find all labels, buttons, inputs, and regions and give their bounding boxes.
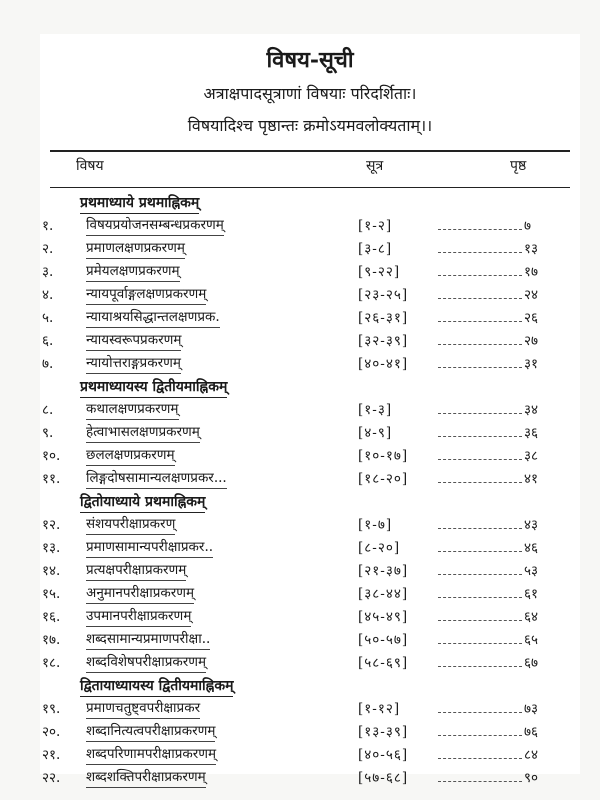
row-number: ८. bbox=[42, 402, 54, 418]
row-sutra-range: [५७-६८] bbox=[358, 770, 409, 786]
index-table bbox=[40, 192, 580, 790]
row-topic: न्यायाश्रयसिद्धान्तलक्षणप्रक. bbox=[86, 308, 220, 328]
row-page-number: ६१ bbox=[524, 586, 539, 602]
index-row bbox=[40, 353, 580, 376]
row-number: २०. bbox=[42, 724, 61, 740]
row-number: ४. bbox=[42, 287, 54, 303]
section-heading bbox=[40, 675, 580, 698]
row-sutra-range: [४०-५६] bbox=[358, 747, 409, 763]
row-page-number: ३८ bbox=[524, 448, 539, 464]
index-row bbox=[40, 767, 580, 790]
row-sutra-range: [५८-६९] bbox=[358, 655, 409, 671]
index-row bbox=[40, 744, 580, 767]
row-number: ६. bbox=[42, 333, 54, 349]
subtitle-line-1: अत्राक्षपादसूत्राणां विषयाः परिदर्शिताः। bbox=[203, 84, 417, 103]
row-number: १६. bbox=[42, 609, 61, 625]
row-topic: शब्दानित्यत्वपरीक्षाप्रकरणम् bbox=[86, 722, 215, 742]
row-number: १. bbox=[42, 218, 54, 234]
section-title: प्रथमाध्याये प्रथमाह्निकम् bbox=[80, 193, 199, 214]
row-sutra-range: [३२-३९] bbox=[358, 333, 409, 349]
leader-dots bbox=[438, 643, 522, 644]
row-page-number: ३६ bbox=[524, 425, 539, 441]
leader-dots bbox=[438, 482, 522, 483]
row-sutra-range: [८-२०] bbox=[358, 540, 401, 556]
index-row bbox=[40, 284, 580, 307]
row-sutra-range: [२३-२५] bbox=[358, 287, 409, 303]
leader-dots bbox=[438, 528, 522, 529]
row-topic: शब्दसामान्यप्रमाणपरीक्षा.. bbox=[86, 630, 210, 650]
row-topic: उपमानपरीक्षाप्रकरणम् bbox=[86, 607, 191, 627]
row-number: १८. bbox=[42, 655, 61, 671]
row-page-number: १७ bbox=[524, 264, 539, 280]
row-number: १७. bbox=[42, 632, 61, 648]
leader-dots bbox=[438, 735, 522, 736]
row-number: १२. bbox=[42, 517, 61, 533]
section-title: प्रथमाध्यायस्य द्वितीयमाह्निकम् bbox=[80, 377, 227, 398]
index-row bbox=[40, 629, 580, 652]
leader-dots bbox=[438, 551, 522, 552]
row-page-number: ७६ bbox=[524, 724, 539, 740]
leader-dots bbox=[438, 781, 522, 782]
index-row bbox=[40, 606, 580, 629]
row-sutra-range: [१-७] bbox=[358, 517, 393, 533]
row-topic: शब्दविशेषपरीक्षाप्रकरणम् bbox=[86, 653, 206, 673]
row-number: १५. bbox=[42, 586, 61, 602]
row-topic: न्यायोत्तराङ्गप्रकरणम् bbox=[86, 354, 181, 374]
row-topic: शब्दशक्तिपरीक्षाप्रकरणम् bbox=[86, 768, 206, 788]
row-page-number: ६५ bbox=[524, 632, 539, 648]
row-page-number: ४३ bbox=[524, 517, 539, 533]
row-topic: छललक्षणप्रकरणम् bbox=[86, 446, 175, 466]
row-sutra-range: [१-३] bbox=[358, 402, 393, 418]
row-sutra-range: [४-९] bbox=[358, 425, 393, 441]
row-page-number: ५३ bbox=[524, 563, 539, 579]
row-topic: न्यायपूर्वाङ्गलक्षणप्रकरणम् bbox=[86, 285, 206, 305]
row-number: ११. bbox=[42, 471, 61, 487]
row-page-number: २६ bbox=[524, 310, 539, 326]
row-page-number: ८४ bbox=[524, 747, 539, 763]
index-row bbox=[40, 307, 580, 330]
row-sutra-range: [१-१२] bbox=[358, 701, 401, 717]
row-topic: लिङ्गदोषसामान्यलक्षणप्रकर... bbox=[86, 469, 227, 489]
row-page-number: ६४ bbox=[524, 609, 539, 625]
header-top-rule bbox=[50, 150, 570, 152]
subtitle-line-2: विषयादिश्च पृष्ठान्तः क्रमोऽयमवलोक्यताम्।। bbox=[187, 116, 433, 135]
leader-dots bbox=[438, 459, 522, 460]
leader-dots bbox=[438, 252, 522, 253]
row-number: ३. bbox=[42, 264, 54, 280]
section-title: द्वितायाध्यायस्य द्वितीयमाह्निकम् bbox=[80, 676, 233, 697]
row-topic: प्रमेयलक्षणप्रकरणम् bbox=[86, 262, 180, 282]
leader-dots bbox=[438, 229, 522, 230]
index-row bbox=[40, 537, 580, 560]
row-sutra-range: [१८-२०] bbox=[358, 471, 409, 487]
row-sutra-range: [५०-५७] bbox=[358, 632, 409, 648]
section-heading bbox=[40, 491, 580, 514]
section-title: द्वितोयाध्याये प्रथमाह्निकम् bbox=[80, 492, 205, 513]
row-sutra-range: [४०-४१] bbox=[358, 356, 409, 372]
index-row bbox=[40, 330, 580, 353]
row-page-number: १३ bbox=[524, 241, 539, 257]
index-row bbox=[40, 560, 580, 583]
row-number: २२. bbox=[42, 770, 61, 786]
row-sutra-range: [२१-३७] bbox=[358, 563, 409, 579]
leader-dots bbox=[438, 712, 522, 713]
row-topic: प्रमाणचतुष्ट्वपरीक्षाप्रकर bbox=[86, 699, 200, 719]
header-page: पृष्ठ bbox=[510, 158, 527, 174]
row-number: १४. bbox=[42, 563, 61, 579]
row-page-number: ७३ bbox=[524, 701, 539, 717]
index-row bbox=[40, 261, 580, 284]
leader-dots bbox=[438, 597, 522, 598]
page-title: विषय-सूची bbox=[266, 47, 354, 73]
index-row bbox=[40, 652, 580, 675]
row-sutra-range: [३८-४४] bbox=[358, 586, 409, 602]
leader-dots bbox=[438, 413, 522, 414]
header-topic: विषय bbox=[76, 158, 104, 174]
row-topic: न्यायस्वरूपप्रकरणम् bbox=[86, 331, 181, 351]
leader-dots bbox=[438, 275, 522, 276]
index-row bbox=[40, 514, 580, 537]
leader-dots bbox=[438, 574, 522, 575]
index-row bbox=[40, 399, 580, 422]
row-page-number: ७ bbox=[524, 218, 532, 234]
row-page-number: ४६ bbox=[524, 540, 539, 556]
row-number: ७. bbox=[42, 356, 54, 372]
row-topic: संशयपरीक्षाप्रकरण् bbox=[86, 515, 175, 535]
section-heading bbox=[40, 192, 580, 215]
row-topic: विषयप्रयोजनसम्बन्धप्रकरणम् bbox=[86, 216, 224, 236]
row-number: १०. bbox=[42, 448, 61, 464]
index-row bbox=[40, 422, 580, 445]
index-row bbox=[40, 468, 580, 491]
index-row bbox=[40, 445, 580, 468]
row-page-number: २७ bbox=[524, 333, 539, 349]
leader-dots bbox=[438, 666, 522, 667]
leader-dots bbox=[438, 620, 522, 621]
row-sutra-range: [२६-३१] bbox=[358, 310, 409, 326]
row-sutra-range: [३-८] bbox=[358, 241, 393, 257]
row-sutra-range: [१-२] bbox=[358, 218, 393, 234]
row-number: २. bbox=[42, 241, 54, 257]
row-number: ५. bbox=[42, 310, 54, 326]
row-topic: अनुमानपरीक्षाप्रकरणम् bbox=[86, 584, 194, 604]
row-page-number: ६७ bbox=[524, 655, 539, 671]
row-topic: हेत्वाभासलक्षणप्रकरणम् bbox=[86, 423, 200, 443]
leader-dots bbox=[438, 367, 522, 368]
row-sutra-range: [१३-३९] bbox=[358, 724, 409, 740]
leader-dots bbox=[438, 298, 522, 299]
index-row bbox=[40, 215, 580, 238]
row-sutra-range: [९-२२] bbox=[358, 264, 401, 280]
header-sutra: सूत्र bbox=[366, 158, 384, 174]
row-page-number: ३४ bbox=[524, 402, 539, 418]
index-row bbox=[40, 238, 580, 261]
row-topic: प्रत्यक्षपरीक्षाप्रकरणम् bbox=[86, 561, 186, 581]
leader-dots bbox=[438, 344, 522, 345]
row-number: ९. bbox=[42, 425, 54, 441]
row-page-number: ९० bbox=[524, 770, 539, 786]
row-topic: प्रमाणसामान्यपरीक्षाप्रकर.. bbox=[86, 538, 213, 558]
row-number: १३. bbox=[42, 540, 61, 556]
row-topic: शब्दपरिणामपरीक्षाप्रकरणम् bbox=[86, 745, 216, 765]
header-bottom-rule bbox=[50, 187, 570, 188]
row-page-number: ३१ bbox=[524, 356, 539, 372]
index-page bbox=[40, 34, 580, 786]
row-number: २१. bbox=[42, 747, 61, 763]
row-page-number: २४ bbox=[524, 287, 539, 303]
row-topic: कथालक्षणप्रकरणम् bbox=[86, 400, 179, 420]
leader-dots bbox=[438, 436, 522, 437]
section-heading bbox=[40, 376, 580, 399]
row-sutra-range: [१०-१७] bbox=[358, 448, 409, 464]
index-row bbox=[40, 583, 580, 606]
leader-dots bbox=[438, 321, 522, 322]
row-topic: प्रमाणलक्षणप्रकरणम् bbox=[86, 239, 185, 259]
row-page-number: ४१ bbox=[524, 471, 539, 487]
leader-dots bbox=[438, 758, 522, 759]
row-number: १९. bbox=[42, 701, 61, 717]
index-row bbox=[40, 721, 580, 744]
index-row bbox=[40, 698, 580, 721]
row-sutra-range: [४५-४९] bbox=[358, 609, 409, 625]
